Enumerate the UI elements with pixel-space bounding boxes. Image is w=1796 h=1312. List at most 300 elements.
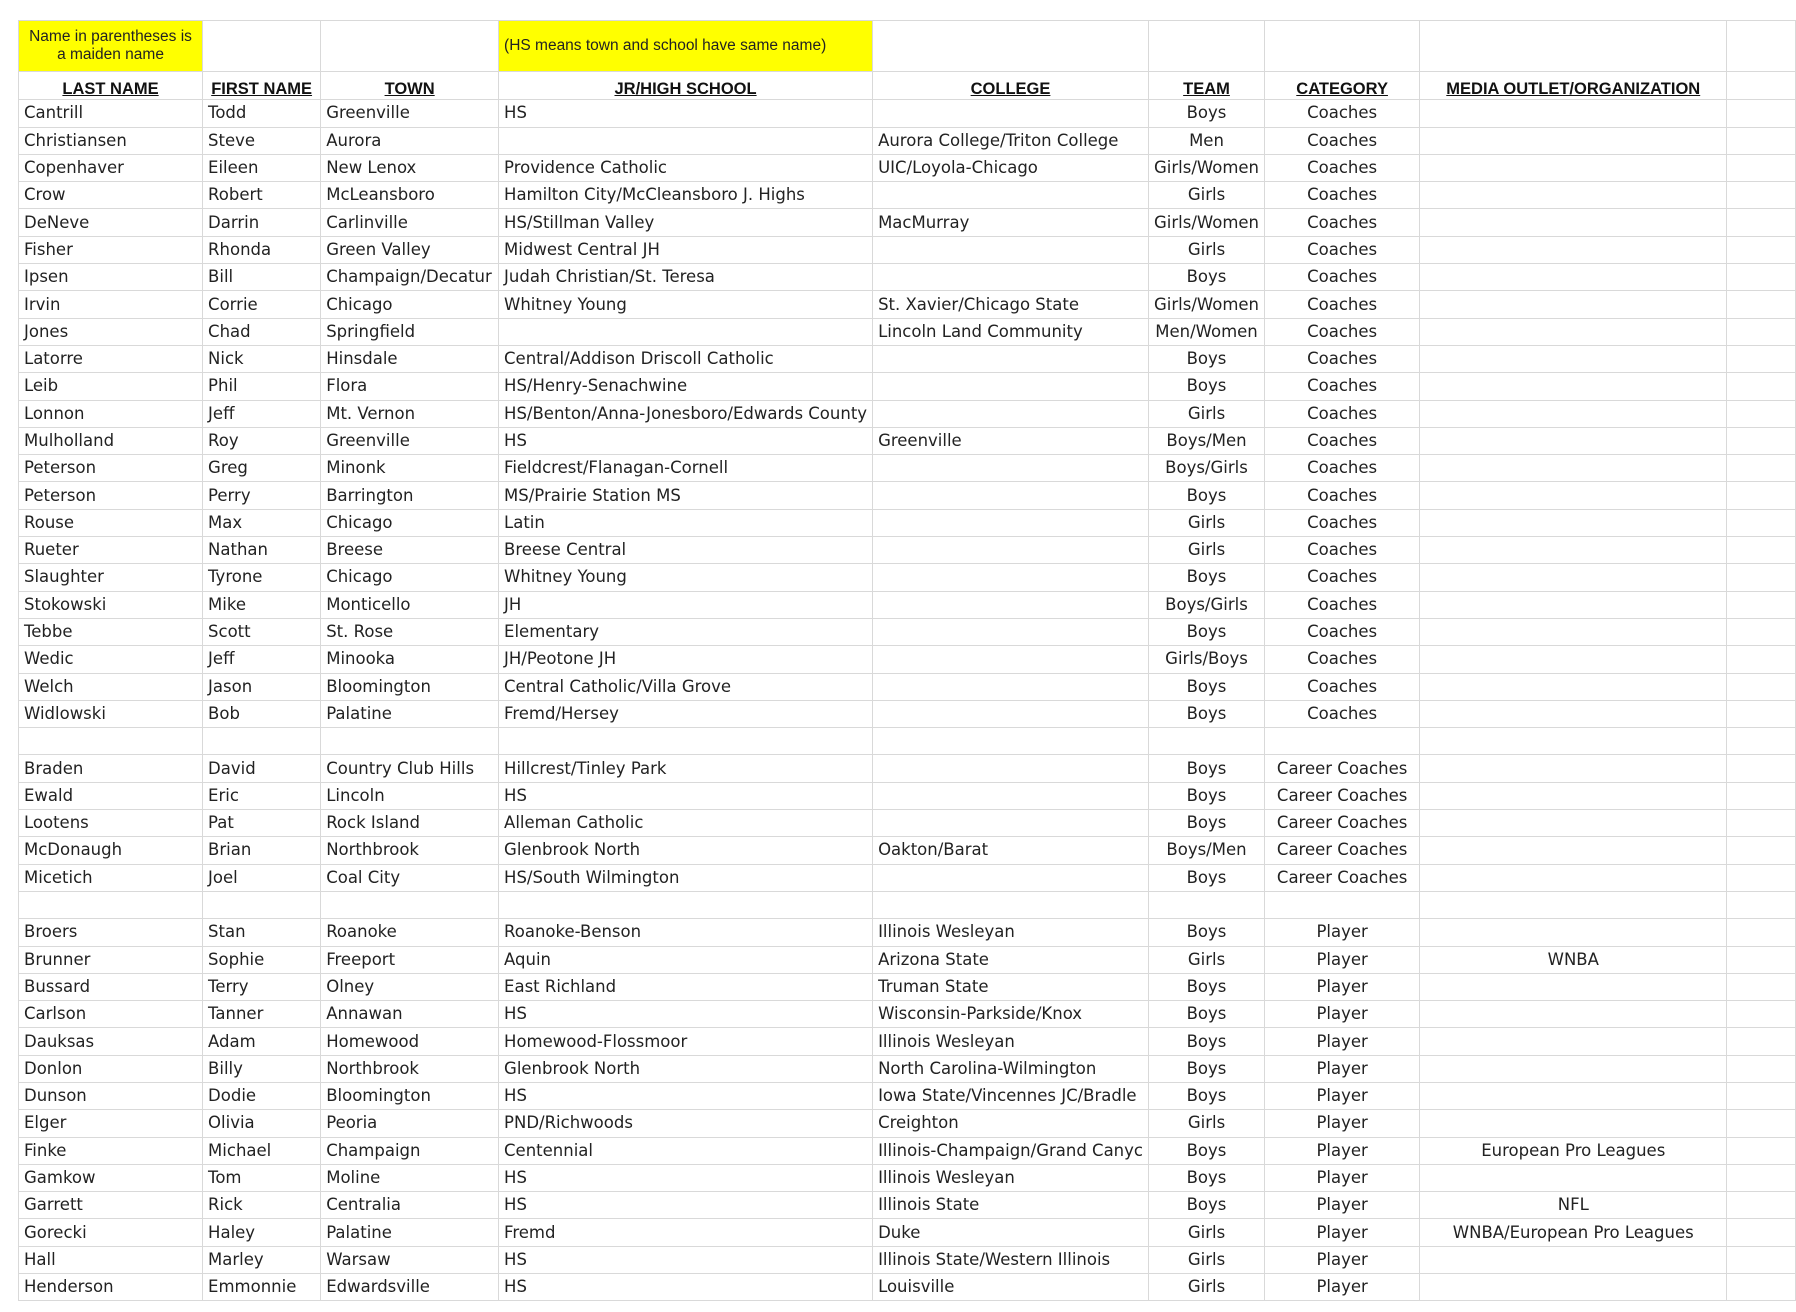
cell-town[interactable]: Homewood (321, 1028, 499, 1055)
cell-town[interactable]: Olney (321, 973, 499, 1000)
cell-media[interactable] (1420, 236, 1727, 263)
cell-category[interactable]: Coaches (1265, 127, 1420, 154)
cell-college[interactable] (873, 755, 1149, 782)
cell-team[interactable]: Girls (1148, 946, 1264, 973)
cell-college[interactable] (873, 728, 1149, 755)
cell-last-name[interactable]: Cantrill (19, 100, 203, 127)
cell-first-name[interactable]: Adam (203, 1028, 321, 1055)
cell-media[interactable] (1420, 127, 1727, 154)
cell-media[interactable] (1420, 345, 1727, 372)
cell-media[interactable] (1420, 618, 1727, 645)
cell-media[interactable] (1420, 1082, 1727, 1109)
cell-last-name[interactable]: Copenhaver (19, 154, 203, 181)
cell-town[interactable]: Lincoln (321, 782, 499, 809)
cell-last-name[interactable]: Garrett (19, 1192, 203, 1219)
cell-first-name[interactable]: Emmonnie (203, 1274, 321, 1301)
cell-college[interactable]: Illinois State (873, 1192, 1149, 1219)
empty-cell[interactable] (1727, 919, 1796, 946)
cell-category[interactable] (1265, 728, 1420, 755)
cell-category[interactable]: Player (1265, 946, 1420, 973)
cell-school[interactable]: Whitney Young (499, 564, 873, 591)
cell-last-name[interactable]: Dauksas (19, 1028, 203, 1055)
cell-last-name[interactable]: Dunson (19, 1082, 203, 1109)
cell-first-name[interactable]: Nick (203, 345, 321, 372)
cell-town[interactable]: Barrington (321, 482, 499, 509)
cell-category[interactable]: Coaches (1265, 154, 1420, 181)
cell-first-name[interactable]: Eileen (203, 154, 321, 181)
cell-college[interactable]: UIC/Loyola-Chicago (873, 154, 1149, 181)
cell-college[interactable] (873, 264, 1149, 291)
empty-cell[interactable] (203, 21, 321, 72)
cell-college[interactable] (873, 646, 1149, 673)
cell-media[interactable] (1420, 264, 1727, 291)
cell-team[interactable]: Boys (1148, 919, 1264, 946)
empty-cell[interactable] (1727, 1001, 1796, 1028)
cell-category[interactable]: Coaches (1265, 537, 1420, 564)
cell-first-name[interactable]: Robert (203, 182, 321, 209)
cell-category[interactable]: Coaches (1265, 673, 1420, 700)
cell-first-name[interactable]: Tom (203, 1164, 321, 1191)
cell-last-name[interactable]: Rueter (19, 537, 203, 564)
cell-town[interactable]: Bloomington (321, 1082, 499, 1109)
cell-school[interactable] (499, 318, 873, 345)
cell-media[interactable] (1420, 100, 1727, 127)
cell-last-name[interactable]: Henderson (19, 1274, 203, 1301)
cell-first-name[interactable]: Terry (203, 973, 321, 1000)
cell-team[interactable]: Men/Women (1148, 318, 1264, 345)
cell-last-name[interactable]: Bussard (19, 973, 203, 1000)
cell-team[interactable]: Men (1148, 127, 1264, 154)
cell-first-name[interactable]: Nathan (203, 537, 321, 564)
cell-media[interactable] (1420, 1274, 1727, 1301)
cell-media[interactable] (1420, 455, 1727, 482)
cell-school[interactable]: HS/Henry-Senachwine (499, 373, 873, 400)
cell-school[interactable]: JH/Peotone JH (499, 646, 873, 673)
cell-media[interactable] (1420, 591, 1727, 618)
cell-team[interactable]: Girls (1148, 1246, 1264, 1273)
cell-last-name[interactable]: Gorecki (19, 1219, 203, 1246)
cell-college[interactable]: Illinois-Champaign/Grand Canyc (873, 1137, 1149, 1164)
cell-first-name[interactable]: Rhonda (203, 236, 321, 263)
cell-school[interactable] (499, 127, 873, 154)
cell-college[interactable]: Iowa State/Vincennes JC/Bradle (873, 1082, 1149, 1109)
cell-category[interactable]: Coaches (1265, 318, 1420, 345)
cell-media[interactable] (1420, 427, 1727, 454)
cell-first-name[interactable] (203, 728, 321, 755)
cell-town[interactable]: Edwardsville (321, 1274, 499, 1301)
cell-town[interactable]: Peoria (321, 1110, 499, 1137)
empty-cell[interactable] (321, 21, 499, 72)
cell-media[interactable]: European Pro Leagues (1420, 1137, 1727, 1164)
cell-college[interactable]: Creighton (873, 1110, 1149, 1137)
empty-cell[interactable] (1727, 1246, 1796, 1273)
cell-town[interactable]: Champaign (321, 1137, 499, 1164)
cell-college[interactable]: Greenville (873, 427, 1149, 454)
cell-team[interactable]: Boys/Girls (1148, 455, 1264, 482)
empty-cell[interactable] (1727, 100, 1796, 127)
empty-cell[interactable] (1727, 564, 1796, 591)
cell-town[interactable]: Champaign/Decatur (321, 264, 499, 291)
cell-team[interactable]: Boys (1148, 810, 1264, 837)
empty-cell[interactable] (1727, 482, 1796, 509)
cell-town[interactable] (321, 728, 499, 755)
cell-media[interactable] (1420, 1028, 1727, 1055)
cell-media[interactable] (1420, 209, 1727, 236)
cell-last-name[interactable]: Latorre (19, 345, 203, 372)
cell-town[interactable]: Springfield (321, 318, 499, 345)
cell-town[interactable]: Greenville (321, 427, 499, 454)
cell-college[interactable]: Arizona State (873, 946, 1149, 973)
cell-media[interactable] (1420, 1055, 1727, 1082)
cell-town[interactable]: Coal City (321, 864, 499, 891)
empty-cell[interactable] (1727, 1137, 1796, 1164)
cell-town[interactable]: St. Rose (321, 618, 499, 645)
cell-media[interactable] (1420, 1001, 1727, 1028)
cell-last-name[interactable]: McDonaugh (19, 837, 203, 864)
cell-media[interactable]: NFL (1420, 1192, 1727, 1219)
cell-last-name[interactable]: Hall (19, 1246, 203, 1273)
cell-last-name[interactable]: Fisher (19, 236, 203, 263)
cell-last-name[interactable]: Irvin (19, 291, 203, 318)
empty-cell[interactable] (1727, 1082, 1796, 1109)
cell-last-name[interactable]: Stokowski (19, 591, 203, 618)
cell-team[interactable]: Boys (1148, 100, 1264, 127)
cell-last-name[interactable]: Carlson (19, 1001, 203, 1028)
cell-school[interactable]: Central Catholic/Villa Grove (499, 673, 873, 700)
cell-media[interactable] (1420, 291, 1727, 318)
cell-team[interactable]: Boys (1148, 1137, 1264, 1164)
cell-school[interactable]: East Richland (499, 973, 873, 1000)
cell-school[interactable] (499, 728, 873, 755)
cell-school[interactable]: JH (499, 591, 873, 618)
cell-town[interactable]: Greenville (321, 100, 499, 127)
cell-school[interactable]: Judah Christian/St. Teresa (499, 264, 873, 291)
cell-college[interactable] (873, 537, 1149, 564)
cell-first-name[interactable]: Perry (203, 482, 321, 509)
cell-school[interactable]: HS (499, 782, 873, 809)
cell-college[interactable]: Oakton/Barat (873, 837, 1149, 864)
cell-category[interactable]: Coaches (1265, 455, 1420, 482)
cell-last-name[interactable]: Peterson (19, 482, 203, 509)
cell-last-name[interactable]: Widlowski (19, 700, 203, 727)
cell-college[interactable] (873, 455, 1149, 482)
empty-cell[interactable] (1727, 1192, 1796, 1219)
cell-first-name[interactable]: David (203, 755, 321, 782)
cell-first-name[interactable]: Steve (203, 127, 321, 154)
cell-first-name[interactable]: Bob (203, 700, 321, 727)
cell-town[interactable]: Carlinville (321, 209, 499, 236)
cell-last-name[interactable]: DeNeve (19, 209, 203, 236)
cell-college[interactable] (873, 509, 1149, 536)
cell-school[interactable]: HS (499, 1164, 873, 1191)
cell-town[interactable]: Chicago (321, 509, 499, 536)
cell-school[interactable]: Hamilton City/McCleansboro J. Highs (499, 182, 873, 209)
cell-college[interactable]: Lincoln Land Community (873, 318, 1149, 345)
cell-town[interactable]: Country Club Hills (321, 755, 499, 782)
cell-school[interactable]: Fieldcrest/Flanagan-Cornell (499, 455, 873, 482)
header-team[interactable]: TEAM (1148, 72, 1264, 100)
cell-first-name[interactable]: Sophie (203, 946, 321, 973)
cell-college[interactable]: MacMurray (873, 209, 1149, 236)
cell-media[interactable] (1420, 646, 1727, 673)
cell-team[interactable]: Girls (1148, 537, 1264, 564)
empty-cell[interactable] (1727, 455, 1796, 482)
header-college[interactable]: COLLEGE (873, 72, 1149, 100)
cell-team[interactable]: Girls (1148, 236, 1264, 263)
header-town[interactable]: TOWN (321, 72, 499, 100)
cell-school[interactable]: HS (499, 1192, 873, 1219)
cell-category[interactable]: Player (1265, 1192, 1420, 1219)
cell-team[interactable] (1148, 728, 1264, 755)
cell-media[interactable] (1420, 755, 1727, 782)
cell-category[interactable]: Player (1265, 1137, 1420, 1164)
empty-cell[interactable] (1727, 755, 1796, 782)
cell-media[interactable] (1420, 509, 1727, 536)
cell-team[interactable]: Boys (1148, 564, 1264, 591)
cell-last-name[interactable]: Wedic (19, 646, 203, 673)
cell-college[interactable] (873, 182, 1149, 209)
empty-cell[interactable] (873, 21, 1149, 72)
cell-category[interactable]: Career Coaches (1265, 810, 1420, 837)
cell-category[interactable]: Coaches (1265, 646, 1420, 673)
empty-cell[interactable] (1727, 700, 1796, 727)
empty-cell[interactable] (1148, 21, 1264, 72)
cell-town[interactable]: Bloomington (321, 673, 499, 700)
cell-school[interactable]: HS (499, 427, 873, 454)
cell-category[interactable]: Coaches (1265, 236, 1420, 263)
empty-cell[interactable] (1727, 427, 1796, 454)
cell-team[interactable]: Girls/Women (1148, 154, 1264, 181)
empty-cell[interactable] (1727, 209, 1796, 236)
cell-college[interactable] (873, 482, 1149, 509)
cell-last-name[interactable]: Lonnon (19, 400, 203, 427)
cell-media[interactable] (1420, 154, 1727, 181)
cell-media[interactable] (1420, 537, 1727, 564)
cell-school[interactable]: Elementary (499, 618, 873, 645)
cell-school[interactable]: Central/Addison Driscoll Catholic (499, 345, 873, 372)
cell-first-name[interactable]: Max (203, 509, 321, 536)
cell-category[interactable]: Coaches (1265, 591, 1420, 618)
cell-media[interactable] (1420, 673, 1727, 700)
cell-first-name[interactable]: Jeff (203, 646, 321, 673)
cell-first-name[interactable]: Bill (203, 264, 321, 291)
cell-school[interactable] (499, 891, 873, 918)
empty-cell[interactable] (1727, 1219, 1796, 1246)
cell-town[interactable]: Chicago (321, 564, 499, 591)
header-category[interactable]: CATEGORY (1265, 72, 1420, 100)
cell-team[interactable]: Boys (1148, 755, 1264, 782)
cell-last-name[interactable]: Leib (19, 373, 203, 400)
cell-media[interactable]: WNBA (1420, 946, 1727, 973)
cell-first-name[interactable]: Brian (203, 837, 321, 864)
empty-cell[interactable] (1727, 1055, 1796, 1082)
cell-school[interactable]: Roanoke-Benson (499, 919, 873, 946)
empty-cell[interactable] (1727, 1274, 1796, 1301)
empty-cell[interactable] (1727, 291, 1796, 318)
cell-school[interactable]: Fremd/Hersey (499, 700, 873, 727)
empty-cell[interactable] (1727, 646, 1796, 673)
cell-team[interactable]: Girls (1148, 509, 1264, 536)
cell-team[interactable]: Girls (1148, 182, 1264, 209)
cell-category[interactable]: Coaches (1265, 509, 1420, 536)
cell-town[interactable]: Rock Island (321, 810, 499, 837)
cell-media[interactable] (1420, 700, 1727, 727)
cell-college[interactable]: Aurora College/Triton College (873, 127, 1149, 154)
cell-college[interactable] (873, 591, 1149, 618)
cell-school[interactable]: Aquin (499, 946, 873, 973)
cell-college[interactable] (873, 400, 1149, 427)
cell-category[interactable]: Coaches (1265, 182, 1420, 209)
cell-category[interactable]: Player (1265, 919, 1420, 946)
cell-category[interactable]: Coaches (1265, 618, 1420, 645)
cell-last-name[interactable]: Micetich (19, 864, 203, 891)
cell-college[interactable] (873, 700, 1149, 727)
empty-cell[interactable] (1727, 810, 1796, 837)
cell-college[interactable]: Illinois Wesleyan (873, 919, 1149, 946)
cell-category[interactable]: Coaches (1265, 400, 1420, 427)
empty-cell[interactable] (1727, 264, 1796, 291)
cell-category[interactable]: Career Coaches (1265, 782, 1420, 809)
cell-college[interactable] (873, 236, 1149, 263)
cell-town[interactable]: Monticello (321, 591, 499, 618)
cell-first-name[interactable]: Phil (203, 373, 321, 400)
cell-college[interactable]: Truman State (873, 973, 1149, 1000)
cell-college[interactable] (873, 864, 1149, 891)
empty-cell[interactable] (1727, 1028, 1796, 1055)
empty-cell[interactable] (1727, 946, 1796, 973)
cell-school[interactable]: HS (499, 1274, 873, 1301)
cell-media[interactable] (1420, 782, 1727, 809)
cell-school[interactable]: MS/Prairie Station MS (499, 482, 873, 509)
cell-last-name[interactable]: Peterson (19, 455, 203, 482)
cell-category[interactable]: Player (1265, 1219, 1420, 1246)
cell-team[interactable]: Boys (1148, 864, 1264, 891)
cell-first-name[interactable]: Joel (203, 864, 321, 891)
cell-first-name[interactable]: Dodie (203, 1082, 321, 1109)
empty-cell[interactable] (1727, 618, 1796, 645)
cell-media[interactable] (1420, 837, 1727, 864)
empty-cell[interactable] (1727, 373, 1796, 400)
cell-last-name[interactable]: Elger (19, 1110, 203, 1137)
cell-last-name[interactable]: Finke (19, 1137, 203, 1164)
empty-cell[interactable] (1727, 182, 1796, 209)
cell-last-name[interactable]: Braden (19, 755, 203, 782)
cell-category[interactable]: Career Coaches (1265, 864, 1420, 891)
cell-media[interactable] (1420, 1246, 1727, 1273)
cell-first-name[interactable]: Rick (203, 1192, 321, 1219)
cell-first-name[interactable]: Marley (203, 1246, 321, 1273)
cell-school[interactable]: HS (499, 100, 873, 127)
cell-town[interactable]: Minooka (321, 646, 499, 673)
cell-team[interactable]: Boys (1148, 673, 1264, 700)
header-first-name[interactable]: FIRST NAME (203, 72, 321, 100)
cell-team[interactable]: Boys/Men (1148, 427, 1264, 454)
empty-cell[interactable] (1727, 509, 1796, 536)
cell-team[interactable]: Boys (1148, 1164, 1264, 1191)
cell-first-name[interactable]: Mike (203, 591, 321, 618)
empty-cell[interactable] (1727, 1164, 1796, 1191)
cell-town[interactable]: Moline (321, 1164, 499, 1191)
cell-college[interactable]: Duke (873, 1219, 1149, 1246)
cell-school[interactable]: Latin (499, 509, 873, 536)
cell-last-name[interactable]: Lootens (19, 810, 203, 837)
cell-last-name[interactable]: Slaughter (19, 564, 203, 591)
cell-category[interactable]: Coaches (1265, 264, 1420, 291)
cell-team[interactable]: Boys (1148, 345, 1264, 372)
cell-school[interactable]: PND/Richwoods (499, 1110, 873, 1137)
cell-first-name[interactable]: Todd (203, 100, 321, 127)
empty-cell[interactable] (1727, 1110, 1796, 1137)
cell-town[interactable]: Roanoke (321, 919, 499, 946)
cell-school[interactable]: Whitney Young (499, 291, 873, 318)
cell-first-name[interactable]: Tyrone (203, 564, 321, 591)
header-last-name[interactable]: LAST NAME (19, 72, 203, 100)
empty-cell[interactable] (1727, 72, 1796, 100)
cell-team[interactable]: Girls/Boys (1148, 646, 1264, 673)
cell-category[interactable]: Career Coaches (1265, 837, 1420, 864)
cell-town[interactable]: Minonk (321, 455, 499, 482)
empty-cell[interactable] (1727, 345, 1796, 372)
cell-college[interactable] (873, 100, 1149, 127)
cell-school[interactable]: Glenbrook North (499, 837, 873, 864)
cell-first-name[interactable]: Jeff (203, 400, 321, 427)
cell-team[interactable]: Boys (1148, 618, 1264, 645)
cell-school[interactable]: Fremd (499, 1219, 873, 1246)
cell-first-name[interactable]: Greg (203, 455, 321, 482)
empty-cell[interactable] (1727, 728, 1796, 755)
cell-team[interactable]: Girls/Women (1148, 291, 1264, 318)
cell-media[interactable] (1420, 400, 1727, 427)
cell-school[interactable]: HS/Benton/Anna-Jonesboro/Edwards County (499, 400, 873, 427)
cell-last-name[interactable]: Mulholland (19, 427, 203, 454)
cell-first-name[interactable]: Scott (203, 618, 321, 645)
cell-last-name[interactable]: Ewald (19, 782, 203, 809)
cell-category[interactable]: Coaches (1265, 100, 1420, 127)
empty-cell[interactable] (1727, 673, 1796, 700)
empty-cell[interactable] (1727, 782, 1796, 809)
cell-town[interactable]: Northbrook (321, 1055, 499, 1082)
cell-last-name[interactable]: Jones (19, 318, 203, 345)
cell-school[interactable]: Alleman Catholic (499, 810, 873, 837)
cell-team[interactable]: Boys (1148, 700, 1264, 727)
cell-town[interactable]: Flora (321, 373, 499, 400)
cell-media[interactable] (1420, 482, 1727, 509)
cell-team[interactable]: Boys (1148, 973, 1264, 1000)
cell-media[interactable] (1420, 1110, 1727, 1137)
empty-cell[interactable] (1727, 973, 1796, 1000)
cell-school[interactable]: HS/South Wilmington (499, 864, 873, 891)
cell-first-name[interactable]: Jason (203, 673, 321, 700)
cell-school[interactable]: HS/Stillman Valley (499, 209, 873, 236)
empty-cell[interactable] (1727, 864, 1796, 891)
cell-first-name[interactable]: Billy (203, 1055, 321, 1082)
empty-cell[interactable] (1727, 318, 1796, 345)
cell-media[interactable] (1420, 1164, 1727, 1191)
cell-town[interactable]: Chicago (321, 291, 499, 318)
cell-first-name[interactable]: Stan (203, 919, 321, 946)
cell-team[interactable]: Boys (1148, 373, 1264, 400)
cell-media[interactable]: WNBA/European Pro Leagues (1420, 1219, 1727, 1246)
cell-first-name[interactable]: Eric (203, 782, 321, 809)
cell-last-name[interactable]: Rouse (19, 509, 203, 536)
cell-team[interactable]: Girls (1148, 1110, 1264, 1137)
cell-category[interactable]: Coaches (1265, 291, 1420, 318)
cell-category[interactable]: Player (1265, 1028, 1420, 1055)
cell-category[interactable]: Player (1265, 1274, 1420, 1301)
cell-first-name[interactable]: Chad (203, 318, 321, 345)
cell-category[interactable]: Player (1265, 1246, 1420, 1273)
cell-school[interactable]: HS (499, 1001, 873, 1028)
